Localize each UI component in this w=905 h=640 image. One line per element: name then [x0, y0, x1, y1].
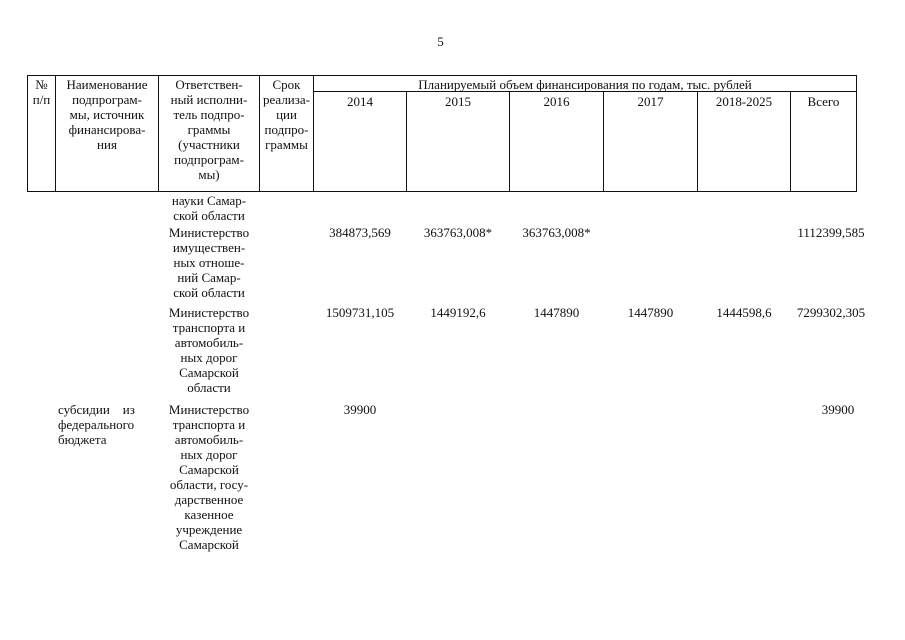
row-responsible-line: Министерство	[168, 305, 250, 320]
row-responsible	[155, 193, 263, 223]
row-responsible	[155, 402, 263, 552]
row-responsible-line: ской области	[173, 285, 245, 300]
row-responsible-line: Министерство	[168, 402, 250, 417]
header-year-2017: 2017	[637, 94, 664, 109]
value-2017: 1447890	[627, 305, 674, 320]
header-num-line: п/п	[32, 92, 51, 107]
header-term	[260, 77, 313, 152]
header-name	[56, 77, 158, 152]
header-year-2016: 2016	[543, 94, 570, 109]
value-2015: 363763,008*	[423, 225, 493, 240]
value-2018-2025: 1444598,6	[716, 305, 772, 320]
row-responsible-line: транспорта и	[172, 320, 246, 335]
header-year-2015: 2015	[445, 94, 471, 109]
row-name	[58, 402, 158, 447]
row-responsible-line: транспорта и	[172, 417, 246, 432]
row-responsible-line: науки Самар-	[171, 193, 247, 208]
header-planned: Планируемый объем финансирования по годам, тыс. рублей	[418, 77, 752, 92]
header-name-line: Наименование	[66, 77, 148, 92]
row-responsible-line: Самарской	[179, 365, 239, 380]
row-responsible-line: автомобиль-	[174, 432, 244, 447]
row-responsible-line: дарственное	[174, 492, 244, 507]
header-year-2018-2025: 2018-2025	[715, 94, 773, 109]
header-responsible-line: граммы	[187, 122, 231, 137]
row-name-line: бюджета	[58, 432, 107, 447]
row-responsible-line: Министерство	[168, 225, 250, 240]
header-term-line: граммы	[265, 137, 308, 152]
header-term-line: подпро-	[264, 122, 309, 137]
header-responsible-line: Ответствен-	[175, 77, 243, 92]
value-2014: 384873,569	[329, 225, 391, 240]
value-2016: 1447890	[533, 305, 580, 320]
row-responsible	[155, 225, 263, 300]
value-total: 7299302,305	[796, 305, 866, 320]
header-num	[28, 77, 55, 107]
header-responsible-line: мы)	[198, 167, 220, 182]
row-responsible-line: имуществен-	[172, 240, 246, 255]
header-responsible-line: (участники	[178, 137, 240, 152]
row-responsible-line: автомобиль-	[174, 335, 244, 350]
row-name-line: федерального	[58, 417, 135, 432]
header-name-line: подпрограм-	[72, 92, 142, 107]
header-responsible	[159, 77, 259, 182]
row-responsible-line: ных отноше-	[173, 255, 245, 270]
header-year-2014: 2014	[347, 94, 373, 109]
row-responsible-line: ных дорог	[180, 350, 238, 365]
header-num-line: №	[35, 77, 48, 92]
header-total: Всего	[807, 94, 840, 109]
value-total: 39900	[821, 402, 855, 417]
value-2014: 1509731,105	[325, 305, 395, 320]
header-term-line: реализа-	[263, 92, 310, 107]
header-term-line: ции	[276, 107, 297, 122]
row-responsible-line: ской области	[173, 208, 245, 223]
value-2014: 39900	[343, 402, 377, 417]
row-responsible-line: Самарской	[179, 462, 239, 477]
value-total: 1112399,585	[797, 225, 865, 240]
row-responsible-line: Самарской	[179, 537, 239, 552]
header-name-line: мы, источник	[69, 107, 145, 122]
row-responsible-line: ных дорог	[180, 447, 238, 462]
row-responsible-line: области	[187, 380, 231, 395]
header-responsible-line: подпрограм-	[174, 152, 244, 167]
value-2016: 363763,008*	[522, 225, 591, 240]
row-responsible-line: учреждение	[175, 522, 243, 537]
page-number: 5	[437, 34, 444, 49]
header-term-line: Срок	[272, 77, 301, 92]
header-name-line: ния	[97, 137, 117, 152]
header-name-line: финансирова-	[68, 122, 146, 137]
header-responsible-line: тель подпро-	[173, 107, 245, 122]
header-responsible-line: ный исполни-	[170, 92, 248, 107]
row-responsible-line: области, госу-	[169, 477, 249, 492]
row-name-line: субсидии из	[58, 402, 135, 417]
row-responsible	[155, 305, 263, 395]
row-responsible-line: казенное	[184, 507, 234, 522]
value-2015: 1449192,6	[430, 305, 486, 320]
row-responsible-line: ний Самар-	[177, 270, 241, 285]
